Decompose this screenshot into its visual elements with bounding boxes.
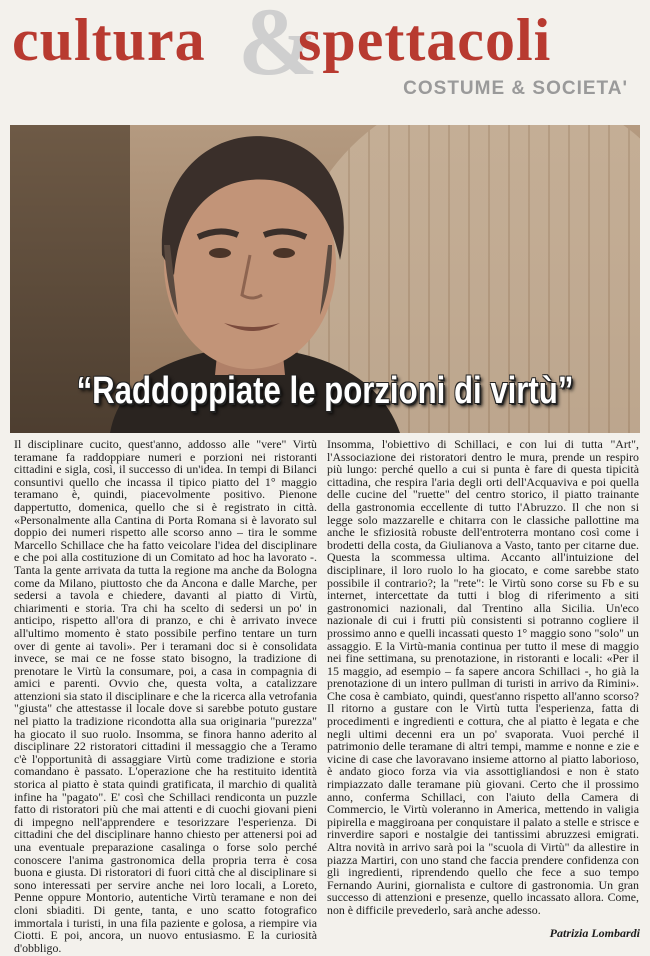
article-column-right — [327, 438, 639, 917]
article-column-left — [14, 438, 317, 954]
section-masthead — [0, 0, 650, 120]
section-subtitle: COSTUME & SOCIETA' — [403, 78, 628, 99]
article-text-left: Il disciplinare cucito, quest'anno, addosso alle "vere" Virtù teramane fa raddoppiare numeri e porzioni nei ristoranti cittadini e sigla, così, il successo di un'idea. In tempi di Bilanci consuntivi quello che incassa il tipico piatto del 1° maggio teramano è, quindi, piacevolmente positivo. Pienone dappertutto, domenica, quello che si è registrato in città. «Personalmente alla Cantina di Porta Romana si è lavorato sul doppio dei numeri rispetto alle scorso anno – tira le somme Marcello Schillace che ha fatto veicolare l'idea del disciplinare e che poi alla costituzione di un Comitato ad hoc ha lavorato -. Tanta la gente arrivata da tutta la regione ma anche da Bologna come da Milano, piuttosto che da Ancona e dalle Marche, per sedersi a tavola e chiedere, davanti al piatto di Virtù, chiarimenti e storia. Tra chi ha scelto di sedersi un po' in anticipo, rispetto all'ora di pranzo, e chi è arrivato invece all'ultimo momento è stato possibile perfino tentare un turn over di gente ai tavoli». Per i teramani doc si è consolidata invece, se mai ce ne fosse stato bisogno, la tradizione di prenotare le Virtù la consumare, poi, a casa in compagnia di amici e parenti. Ovvio che, questa volta, a catalizzare attenzioni sia stato il disciplinare e che la ricerca alla vetrofania "giusta" che attestasse il locale dove si sarebbe potuto gustare nel piatto la tradizione ricondotta alla sua originaria "purezza" ha giocato il suo ruolo. Insomma, se finora hanno aderito al disciplinare 22 ristoratori cittadini il messaggio che a Teramo c'è l'opportunità di assaggiare Virtù come tradizione e storia comandano è passato. L'operazione che ha restituito identità storica al piatto è stata quindi gratificata, il marchio di qualità infine ha "pagato". E' così che Schillaci rendiconta un puzzle fatto di ristoratori più che mai attenti e di cuochi giovani pieni di impegno nell'apprendere e tesorizzare l'esperienza. Di cittadini che del disciplinare hanno chiesto per attenersi poi ad una eventuale preparazione casalinga o forse solo perché conoscere l'anima gastronomica della propria terra è cosa buona e giusta. Di ristoratori di fuori città che al disciplinare si sono interessati per servire anche nei loro locali, a Loreto, Penne oppure Montorio, autentiche Virtù teramane e non dei cloni sbiaditi. Di gente, tanta, e uno scatto fotografico immortala i turisti, in una fila paziente e golosa, a riempire via Ciotti. E poi, ancora, un nuovo entusiasmo. E la curiosità d'obbligo. — [14, 437, 317, 955]
author-signature: Patrizia Lombardi — [549, 926, 640, 940]
headline-quote: “Raddoppiate le porzioni di virtù” — [76, 370, 574, 412]
article-text-right: Insomma, l'obiettivo di Schillaci, e con lui di tutta "Art", l'Associazione dei ristoratori dentro le mura, prende un respiro più lungo: perché quello a cui si punta è fare di questa tipicità cittadina, che respira l'aria degli orti dell'Acquaviva e poi quella delle cucine del "ruette" del centro storico, il piatto trainante della gastronomia eccellente di tutto l'Abruzzo. Il che non si legge solo mazzarelle e chitarra con le classiche pallottine ma anche le sfiziosità robuste dell'entroterra montano così come i brodetti della costa, da Giulianova a Vasto, tanto per citarne due. Questa la scommessa ultima. Accanto all'intuizione del disciplinare, il loro ruolo lo ha giocato, e come sarebbe stato possibile il contrario?; la "rete": le Virtù sono corse su Fb e su internet, intercettate da tutti i blog di riferimento a siti gastronomici nazionali, dal Trentino alla Sicilia. Un'eco nazionale di cui i frutti più consistenti si potranno cogliere il prossimo anno e quelli incassati questo 1° maggio sono "solo" un assaggio. E la Virtù-mania continua per tutto il mese di maggio nei fine settimana, su prenotazione, in ristoranti e locali: «Per il 15 maggio, ad esempio – fa sapere ancora Schillaci -, ho già la prenotazione di un intero pullman di turisti in arrivo da Rimini». Che cosa è cambiato, quindi, quest'anno rispetto all'anno scorso? Il ritorno a gustare con le Virtù tutta l'esperienza, fatta di procedimenti e ingredienti e cottura, che al piatto è legata e che negli ultimi decenni era un po' svaporata. Vuoi perché il patrimonio delle teramane di altri tempi, mamme e nonne e zie e vicine di case che lavoravano insieme attorno al piatto laborioso, è andato gioco forza via via assottigliandosi e non è stato rimpiazzato dalle teramane più giovani. Certo che il prossimo anno, conferma Schillaci, con l'aiuto della Camera di Commercio, le Virtù voleranno in America, mettendo in valigia pipirella e maggiroana per conquistare il palato a stelle e strisce e rinverdire sapori e nostalgie dei tantissimi abruzzesi emigrati. Altra novità in arrivo sarà poi la "scuola di Virtù" da allestire in piazza Martiri, con uno stand che faccia prendere confidenza con gli ingredienti, riprendendo quello che fece a suo tempo Fernando Aurini, giornalista e cultore di gastronomia. Un gran successo di attenzioni e presenze, quello incassato allora. Come, non è difficile prevederlo, sarà anche adesso. — [327, 437, 639, 917]
masthead-ampersand: & — [238, 0, 318, 95]
masthead-word-cultura: cultura — [12, 7, 206, 73]
masthead-word-spettacoli: spettacoli — [298, 7, 552, 73]
